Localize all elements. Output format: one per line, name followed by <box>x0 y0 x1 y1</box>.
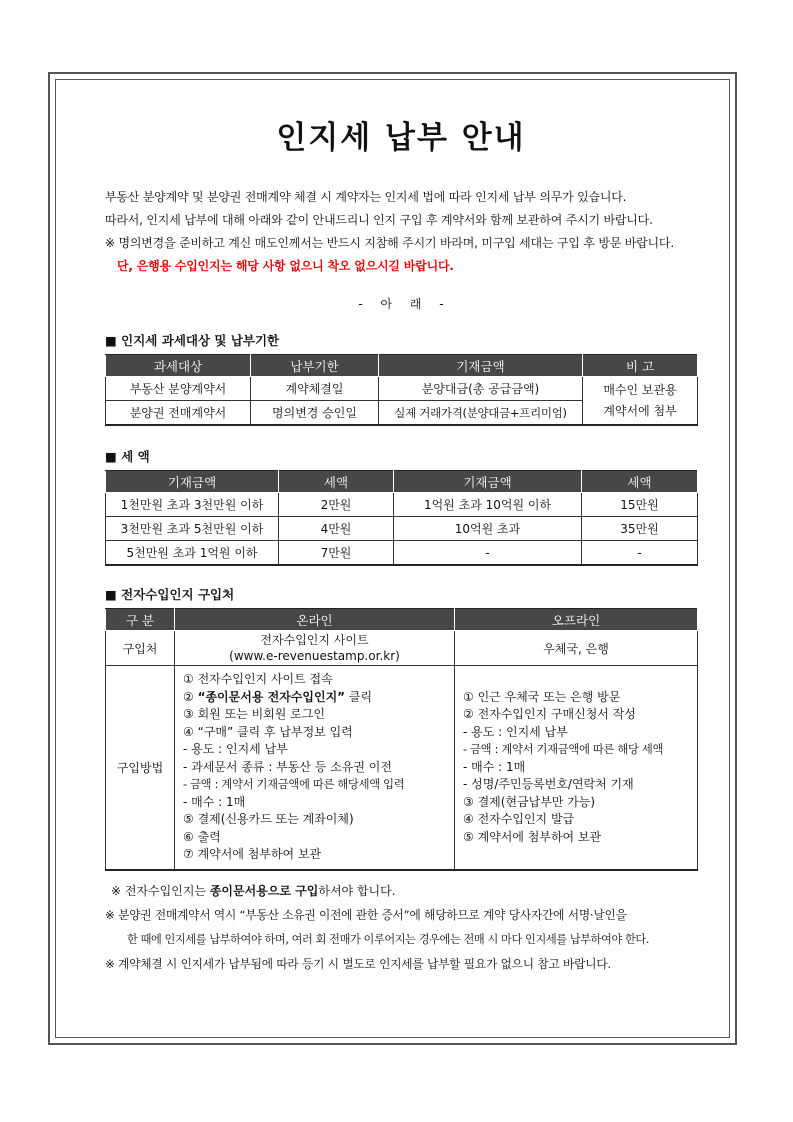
online-site-name: 전자수입인지 사이트 <box>260 633 369 647</box>
note-2-line-2: 한 때에 인지세를 납부하여야 하며, 여러 회 전매가 이루어지는 경우에는 전매 시 마다 인지세를 납부하여야 한다. <box>127 932 649 946</box>
header-cell: 과세대상 <box>106 355 251 377</box>
table-row <box>106 541 698 566</box>
list-item: ④ 전자수입인지 발급 <box>463 812 575 826</box>
header-cell: 비 고 <box>583 355 698 377</box>
header-cell: 구 분 <box>106 609 175 631</box>
table-header-row <box>106 609 698 631</box>
header-cell: 오프라인 <box>455 609 698 631</box>
table-row <box>106 666 698 870</box>
online-purchase-place <box>175 631 455 666</box>
intro-warning: 단, 은행용 수입인지는 해당 사항 없으니 착오 없으시길 바랍니다. <box>117 259 454 273</box>
list-item: - 용도 : 인지세 납부 <box>463 724 568 739</box>
table-cell: 15만원 <box>582 493 698 517</box>
note-text: ※ 전자수입인지는 <box>111 883 210 898</box>
header-cell: 기재금액 <box>379 355 583 377</box>
online-site-url: (www.e-revenuestamp.or.kr) <box>229 649 400 663</box>
list-item: ③ 회원 또는 비회원 로그인 <box>183 707 325 721</box>
list-item: - 과세문서 종류 : 부동산 등 소유권 이전 <box>183 759 392 774</box>
highlight-text: “종이문서용 전자수입인지” <box>197 689 346 704</box>
notes <box>105 879 697 977</box>
section-title-tax-amount: ■ 세 액 <box>105 449 150 464</box>
header-cell: 기재금액 <box>106 471 279 493</box>
tax-amount-table <box>105 470 698 566</box>
header-cell: 세액 <box>279 471 394 493</box>
note-emphasis: 종이문서용으로 구입 <box>209 883 319 898</box>
table-cell: 35만원 <box>582 517 698 541</box>
note-2-line-1: ※ 분양권 전매계약서 역시 “부동산 소유권 이전에 관한 증서”에 해당하므로 계약 당사자간에 서명·날인을 <box>105 908 627 922</box>
table-cell: 2만원 <box>279 493 394 517</box>
table-cell: 5천만원 초과 1억원 이하 <box>106 541 279 566</box>
table-cell: 10억원 초과 <box>394 517 582 541</box>
table-cell: 계약체결일 <box>251 377 379 401</box>
list-item: ⑤ 결제(신용카드 또는 계좌이체) <box>183 812 354 826</box>
note-text: 하셔야 합니다. <box>318 883 396 898</box>
remark-cell <box>583 377 698 426</box>
list-item: ④ “구매” 클릭 후 납부정보 입력 <box>183 724 353 739</box>
list-item: ② 전자수입인지 구매신청서 작성 <box>463 707 636 721</box>
note-3: ※ 계약체결 시 인지세가 납부됨에 따라 등기 시 별도로 인지세를 납부할 필요가 없으니 참고 바랍니다. <box>105 957 611 971</box>
header-cell: 납부기한 <box>251 355 379 377</box>
purchase-table <box>105 608 698 871</box>
table-cell: 4만원 <box>279 517 394 541</box>
table-cell: 부동산 분양계약서 <box>106 377 251 401</box>
table-row <box>106 377 698 401</box>
list-item: - 성명/주민등록번호/연락처 기재 <box>463 777 634 791</box>
table-cell: 1억원 초과 10억원 이하 <box>394 493 582 517</box>
table-cell: 분양대금(총 공급금액) <box>379 377 583 401</box>
offline-steps <box>455 666 698 870</box>
table-cell: 명의변경 승인일 <box>251 401 379 426</box>
table-cell: 7만원 <box>279 541 394 566</box>
table-row <box>106 493 698 517</box>
table-cell: 1천만원 초과 3천만원 이하 <box>106 493 279 517</box>
list-item: ⑤ 계약서에 첨부하여 보관 <box>463 829 602 844</box>
list-item: ① 인근 우체국 또는 은행 방문 <box>463 689 621 704</box>
section-title-purchase: ■ 전자수입인지 구입처 <box>105 587 235 602</box>
page-title: 인지세 납부 안내 <box>276 120 526 156</box>
list-item: - 금액 : 계약서 기재금액에 따른 해당세액 입력 <box>183 778 405 791</box>
list-item: ⑦ 계약서에 첨부하여 보관 <box>183 847 322 861</box>
remark-line-1: 매수인 보관용 <box>603 382 677 397</box>
online-steps <box>175 666 455 870</box>
table-cell: 3천만원 초과 5천만원 이하 <box>106 517 279 541</box>
section-title-tax-subject: ■ 인지세 과세대상 및 납부기한 <box>105 333 280 348</box>
remark-line-2: 계약서에 첨부 <box>603 403 677 418</box>
table-cell: - <box>582 541 698 566</box>
tax-subject-table <box>105 354 698 426</box>
list-item: - 금액 : 계약서 기재금액에 따른 해당 세액 <box>463 743 664 756</box>
arae-heading: - 아 래 - <box>358 297 444 311</box>
intro-line-2: 따라서, 인지세 납부에 대해 아래와 같이 안내드리니 인지 구입 후 계약서와 함께 보관하여 주시기 바랍니다. <box>105 213 653 227</box>
header-cell: 기재금액 <box>394 471 582 493</box>
intro-line-3: ※ 명의변경을 준비하고 계신 매도인께서는 반드시 지참해 주시기 바라며, 미구입 세대는 구입 후 방문 바랍니다. <box>105 236 674 250</box>
table-cell: - <box>394 541 582 566</box>
table-header-row <box>106 471 698 493</box>
table-header-row <box>106 355 698 377</box>
table-cell: 실제 거래가격(분양대금+프리미엄) <box>379 401 583 426</box>
table-row <box>106 631 698 666</box>
list-item: - 매수 : 1매 <box>183 794 246 809</box>
list-item: - 용도 : 인지세 납부 <box>183 742 288 756</box>
list-item: - 매수 : 1매 <box>463 759 526 774</box>
table-cell: 분양권 전매계약서 <box>106 401 251 426</box>
row-label: 구입처 <box>106 631 175 666</box>
header-cell: 온라인 <box>175 609 455 631</box>
table-row <box>106 517 698 541</box>
list-item: ③ 결제(현금납부만 가능) <box>463 794 596 809</box>
offline-purchase-place: 우체국, 은행 <box>455 631 698 666</box>
list-item: ② “종이문서용 전자수입인지” 클릭 <box>183 689 373 704</box>
list-item: ⑥ 출력 <box>183 829 221 844</box>
list-item: ① 전자수입인지 사이트 접속 <box>183 672 333 686</box>
header-cell: 세액 <box>582 471 698 493</box>
note-1 <box>105 879 697 904</box>
document-body <box>105 112 697 977</box>
intro-paragraph <box>105 186 697 278</box>
intro-line-1: 부동산 분양계약 및 분양권 전매계약 체결 시 계약자는 인지세 법에 따라 인지세 납부 의무가 있습니다. <box>105 190 627 204</box>
row-label: 구입방법 <box>106 666 175 870</box>
